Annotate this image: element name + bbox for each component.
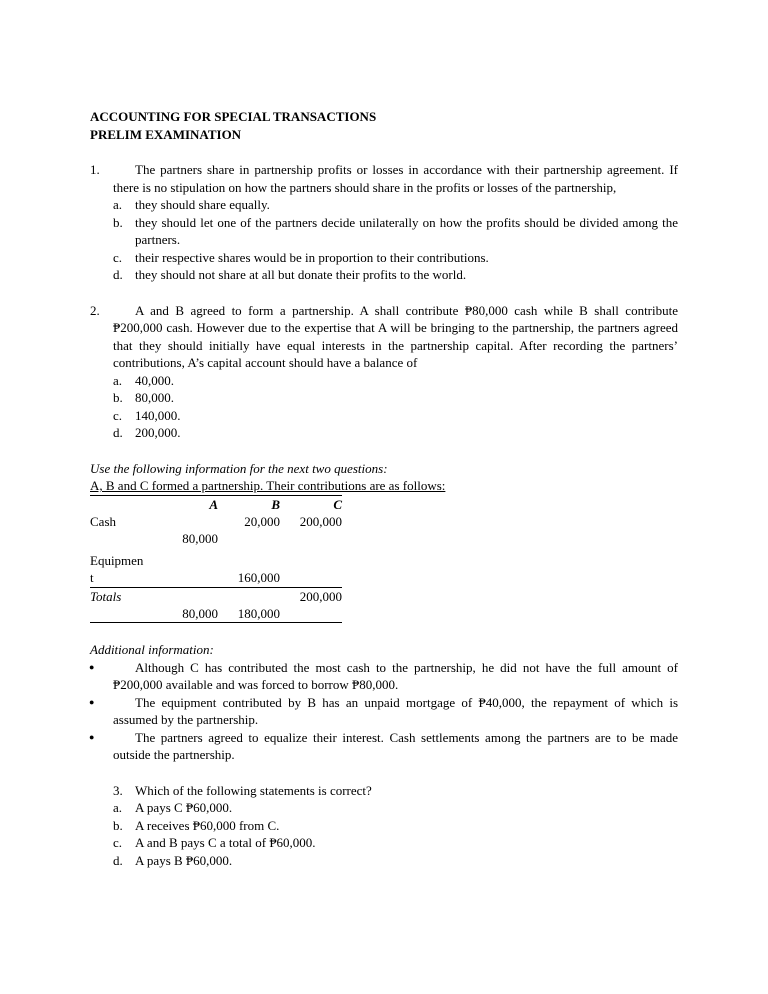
table-header-blank: [90, 495, 150, 513]
answer-option: [113, 196, 678, 214]
cell-c: [280, 548, 342, 588]
answer-option: [113, 424, 678, 442]
table-header-a: A: [150, 495, 218, 513]
option-letter: d.: [113, 425, 123, 440]
answer-options: [113, 372, 678, 442]
question-1: [90, 161, 678, 284]
question-number: 1.: [90, 162, 100, 177]
option-text: they should let one of the partners decide unilaterally on how the profits should be divided among the partners.: [135, 214, 678, 247]
option-text: 140,000.: [135, 407, 181, 423]
answer-option: [113, 799, 678, 817]
option-text: 200,000.: [135, 425, 181, 440]
cell-a: 80,000: [182, 531, 218, 546]
option-letter: a.: [113, 197, 123, 212]
option-letter: a.: [113, 800, 123, 815]
question-number: 3.: [113, 782, 123, 798]
bullet-icon: ●: [89, 696, 95, 707]
table-header-c: C: [280, 495, 342, 513]
option-text: their respective shares would be in proportion to their contributions.: [135, 249, 489, 265]
option-letter: d.: [113, 852, 123, 868]
option-letter: c.: [113, 249, 123, 265]
answer-option: [113, 266, 678, 284]
info-intro: Use the following information for the next two questions:: [90, 460, 388, 476]
question-stem: The partners share in partnership profits or losses in accordance with their partnership agreement. If there is no stipulation on how the partners should share in the profits or losses of the partnership,: [113, 162, 678, 195]
question-stem: A and B agreed to form a partnership. A shall contribute ₱80,000 cash while B shall contribute ₱200,000 cash. However due to the expertise that A will be bringing to the partnership, the partners agreed that they should initially have equal interests in the partnership capital. After recording the partners’ contributions, A’s capital account should have a balance of: [113, 302, 678, 370]
answer-option: [113, 407, 678, 425]
option-letter: b.: [113, 214, 123, 230]
option-text: A pays C ₱60,000.: [135, 800, 233, 815]
answer-option: [113, 834, 678, 852]
table-row-cash: [90, 513, 342, 548]
bullet-icon: ●: [89, 661, 95, 672]
answer-option: [113, 372, 678, 390]
option-text: A pays B ₱60,000.: [135, 852, 233, 868]
cell-b: 20,000: [244, 514, 280, 529]
answer-option: [113, 817, 678, 835]
cell-b: 180,000: [218, 587, 280, 623]
question-2: [90, 302, 678, 442]
row-label: Equipmen t: [90, 552, 144, 585]
option-text: they should not share at all but donate their profits to the world.: [135, 267, 467, 282]
question-text: Which of the following statements is correct?: [135, 782, 372, 798]
additional-info-list: [90, 659, 678, 764]
answer-option: [113, 852, 678, 870]
bullet-text: The partners agreed to equalize their interest. Cash settlements among the partners are to be made outside the partnership.: [113, 729, 678, 762]
course-title: ACCOUNTING FOR SPECIAL TRANSACTIONS: [90, 109, 377, 124]
option-text: they should share equally.: [135, 197, 270, 212]
info-lead: A, B and C formed a partnership. Their contributions are as follows:: [90, 478, 446, 493]
option-letter: b.: [113, 817, 123, 833]
contributions-table: [90, 495, 342, 624]
list-item: [90, 729, 678, 764]
question-3: [90, 782, 678, 870]
bullet-text: Although C has contributed the most cash to the partnership, he did not have the full amount of ₱200,000 available and was forced to borrow ₱80,000.: [113, 659, 678, 692]
answer-options: [113, 196, 678, 284]
table-row-totals: [90, 587, 342, 623]
row-label: Totals: [90, 587, 150, 623]
list-item: [90, 659, 678, 694]
option-text: A and B pays C a total of ₱60,000.: [135, 835, 316, 850]
table-row-equipment: [90, 548, 342, 588]
question-stem: [113, 782, 678, 800]
bullet-text: The equipment contributed by B has an unpaid mortgage of ₱40,000, the repayment of which is assumed by the partnership.: [113, 694, 678, 727]
answer-options: [113, 782, 678, 870]
exam-page: [90, 108, 678, 869]
exam-title: PRELIM EXAMINATION: [90, 126, 242, 142]
list-item: [90, 694, 678, 729]
cell-c: 200,000: [299, 514, 342, 529]
option-text: A receives ₱60,000 from C.: [135, 817, 280, 833]
option-letter: b.: [113, 390, 123, 405]
answer-option: [113, 214, 678, 249]
row-label: Cash: [90, 514, 116, 529]
bullet-icon: ●: [89, 731, 95, 742]
cell-c: 200,000: [280, 587, 342, 623]
option-text: 40,000.: [135, 372, 174, 388]
option-text: 80,000.: [135, 390, 174, 405]
option-letter: c.: [113, 407, 123, 423]
answer-option: [113, 389, 678, 407]
cell-a: 80,000: [150, 587, 218, 623]
option-letter: d.: [113, 267, 123, 282]
option-letter: a.: [113, 372, 123, 388]
answer-option: [113, 249, 678, 267]
question-number: 2.: [90, 302, 100, 318]
option-letter: c.: [113, 835, 123, 850]
additional-info-title: Additional information:: [90, 642, 214, 657]
table-header-row: [90, 495, 342, 513]
table-header-b: B: [218, 495, 280, 513]
cell-b: 160,000: [237, 569, 280, 585]
cell-a: [150, 548, 218, 588]
